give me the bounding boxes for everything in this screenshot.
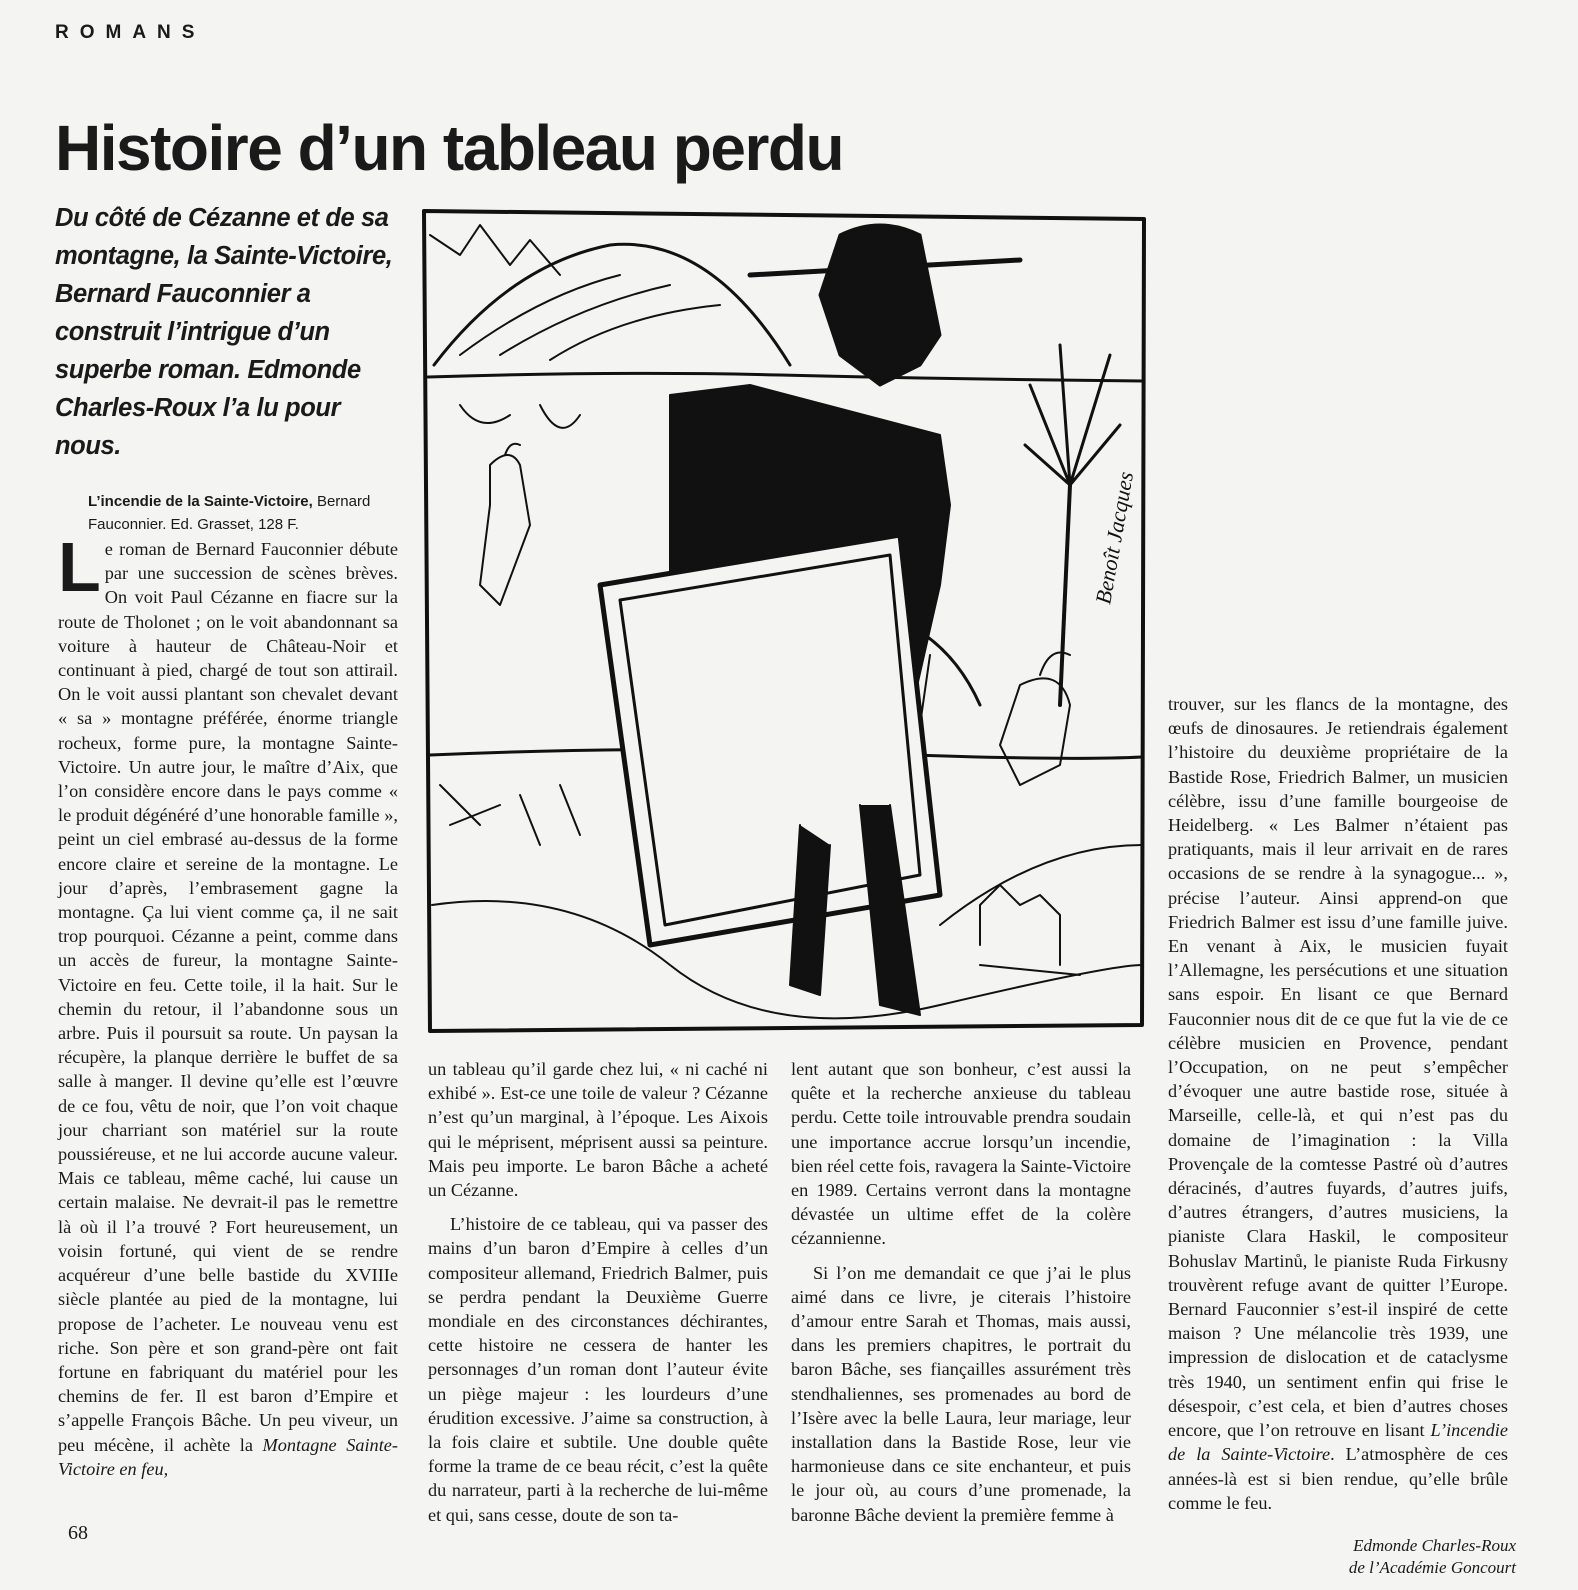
page-number: 68 — [68, 1522, 88, 1544]
col3-paragraph-2: Si l’on me demandait ce que j’ai le plus aimé dans ce livre, je citerais l’histoire d’amour entre Sarah et Thomas, mais aussi, dans les premiers chapitres, le portrait du baron Bâche, ses fiançailles assurément très stendhaliennes, ses promenades au bord de l’Isère avec la belle Laura, leur mariage, leur installation dans la Bastide Rose, leur vie harmonieuse dans ce site enchanteur, et puis le jour où, au cours d’une promenade, la baronne Bâche devient la première femme à — [791, 1262, 1131, 1525]
article-column-2 — [428, 1057, 768, 1527]
article-standfirst: Du côté de Cézanne et de sa montagne, la Sainte-Victoire, Bernard Fauconnier a construit l’intrigue d’un superbe roman. Edmonde Charles-Roux l’a lu pour nous. — [55, 204, 393, 460]
section-rubric: ROMANS — [55, 22, 206, 43]
col2-paragraph-2: L’histoire de ce tableau, qui va passer des mains d’un baron d’Empire à celles d’un compositeur allemand, Friedrich Balmer, puis se perdra pendant la Deuxième Guerre mondiale en des circonstances déchirantes, cette histoire ne cessera de hanter les personnages d’un roman dont l’auteur évite un piège majeur : les lourdeurs d’une érudition excessive. J’aime sa construction, à la fois claire et subtile. Une double quête forme la trame de ce beau récit, c’est la quête du narrateur, parti à la recherche de lui-même et qui, sans cesse, doute de son ta- — [428, 1214, 768, 1525]
article-column-4 — [1168, 692, 1508, 1515]
col3-paragraph-1: lent autant que son bonheur, c’est aussi la quête et la recherche anxieuse du tableau perdu. Cette toile introuvable prendra soudain une importance accrue lorsqu’un incendie, bien réel cette fois, ravagera la Sainte-Victoire en 1989. Certains verront dans la montagne dévastée un ultime effet de la colère cézannienne. — [791, 1059, 1131, 1249]
author-name: Edmonde Charles-Roux — [1353, 1536, 1516, 1555]
book-details: Bernard Fauconnier. Ed. Grasset, 128 F. — [88, 493, 371, 533]
article-illustration — [420, 205, 1150, 1040]
col1-italic-title: Montagne Sainte-Victoire en feu, — [58, 1434, 398, 1479]
book-reference — [88, 490, 428, 536]
col4-paragraph-text-b: . L’atmosphère de ces années-là est si bien rendue, qu’elle brûle comme le feu. — [1168, 1444, 1508, 1513]
col2-paragraph-1: un tableau qu’il garde chez lui, « ni caché ni exhibé ». Est-ce une toile de valeur ? Cézanne n’est qu’un marginal, à l’époque. Les Aixois qui le méprisent, méprisent aussi sa peinture. Mais peu importe. Le baron Bâche a acheté un Cézanne. — [428, 1059, 768, 1201]
col4-paragraph-text-a: trouver, sur les flancs de la montagne, des œufs de dinosaures. Je retiendrais également l’histoire du deuxième propriétaire de la Bastide Rose, Friedrich Balmer, un musicien célèbre, issu d’une famille bourgeoise de Heidelberg. « Les Balmer n’étaient pas pratiquants, mais il leur arrivait en de rares occasions de se rendre à la synagogue... », précise l’auteur. Ainsi apprend-on que Friedrich Balmer est issu d’une famille juive. En venant à Aix, le musicien fuyait l’Allemagne, les persécutions et une situation sans espoir. En lisant ce que Bernard Fauconnier nous dit de ce que fut la vie de ce célèbre musicien en Provence, pendant l’Occupation, on ne peut s’empêcher d’évoquer une autre bastide rose, située à Marseille, celle-là, et qui n’est pas du domaine de l’imagination : la Villa Provençale de la comtesse Pastré où d’autres déracinés, d’autres fuyards, d’autres juifs, d’autres étrangers, d’autres musiciens, la pianiste Clara Haskil, le compositeur Bohuslav Martinů, le pianiste Ruda Firkusny trouvèrent refuge avant de quitter l’Europe. Bernard Fauconnier s’est-il inspiré de cette maison ? Une mélancolie très 1939, une impression de dislocation et de cataclysme très 1940, un sentiment enfin qui frise le désespoir, c’est cela, et bien d’autres choses encore, que l’on retrouve en lisant — [1168, 694, 1508, 1441]
author-signature — [1349, 1535, 1516, 1579]
author-affiliation: de l’Académie Goncourt — [1348, 1558, 1516, 1577]
col4-italic-title: L’incendie de la Sainte-Victoire — [1168, 1420, 1508, 1465]
article-headline: Histoire d’un tableau perdu — [55, 112, 844, 184]
drop-cap: L — [58, 528, 101, 606]
article-column-3 — [791, 1057, 1131, 1527]
book-title: L’incendie de la Sainte-Victoire, — [88, 493, 313, 510]
col1-paragraph-text: e roman de Bernard Fauconnier débute par une succession de scènes brèves. On voit Paul Cézanne en fiacre sur la route de Tholonet ; on le voit abandonnant sa voiture à hauteur de Château-Noir et continuant à pied, chargé de tout son attirail. On le voit aussi plantant son chevalet devant « sa » montagne préférée, énorme triangle rocheux, forme pure, la montagne Sainte-Victoire. Un autre jour, le maître d’Aix, que l’on considère encore dans le pays comme « le produit dégénéré d’une honorable famille », peint un ciel embrasé au-dessus de la forme encore claire et sereine de la montagne. Le jour d’après, l’embrasement gagne la montagne. Ça lui vient comme ça, il ne sait trop pourquoi. Cézanne a peint, comme dans un accès de fureur, la montagne Sainte-Victoire en feu. Cette toile, il la hait. Sur le chemin du retour, il l’abandonne sous un arbre. Puis il poursuit sa route. Un paysan la récupère, la planque derrière le buffet de sa salle à manger. Il devine qu’elle est l’œuvre de ce fou, vêtu de noir, que l’on voit chaque jour charriant son matériel sur la route poussiéreuse, et ne lui accorde aucune valeur. Mais ce tableau, même caché, lui cause un certain malaise. Ne devrait-il pas le remettre là où il l’a trouvé ? Fort heureusement, un voisin fortuné, qui vient de se rendre acquéreur d’une belle bastide du XVIIIe siècle plantée au pied de la montagne, lui propose de l’acheter. Le nouveau venu est riche. Son père et son grand-père ont fait fortune en fabriquant du matériel pour les chemins de fer. Il est baron d’Empire et s’appelle François Bâche. Un peu viveur, un peu mécène, il achète la — [58, 539, 398, 1455]
article-column-1 — [58, 528, 398, 1481]
illustration-signature: Benoît Jacques — [1090, 469, 1139, 606]
